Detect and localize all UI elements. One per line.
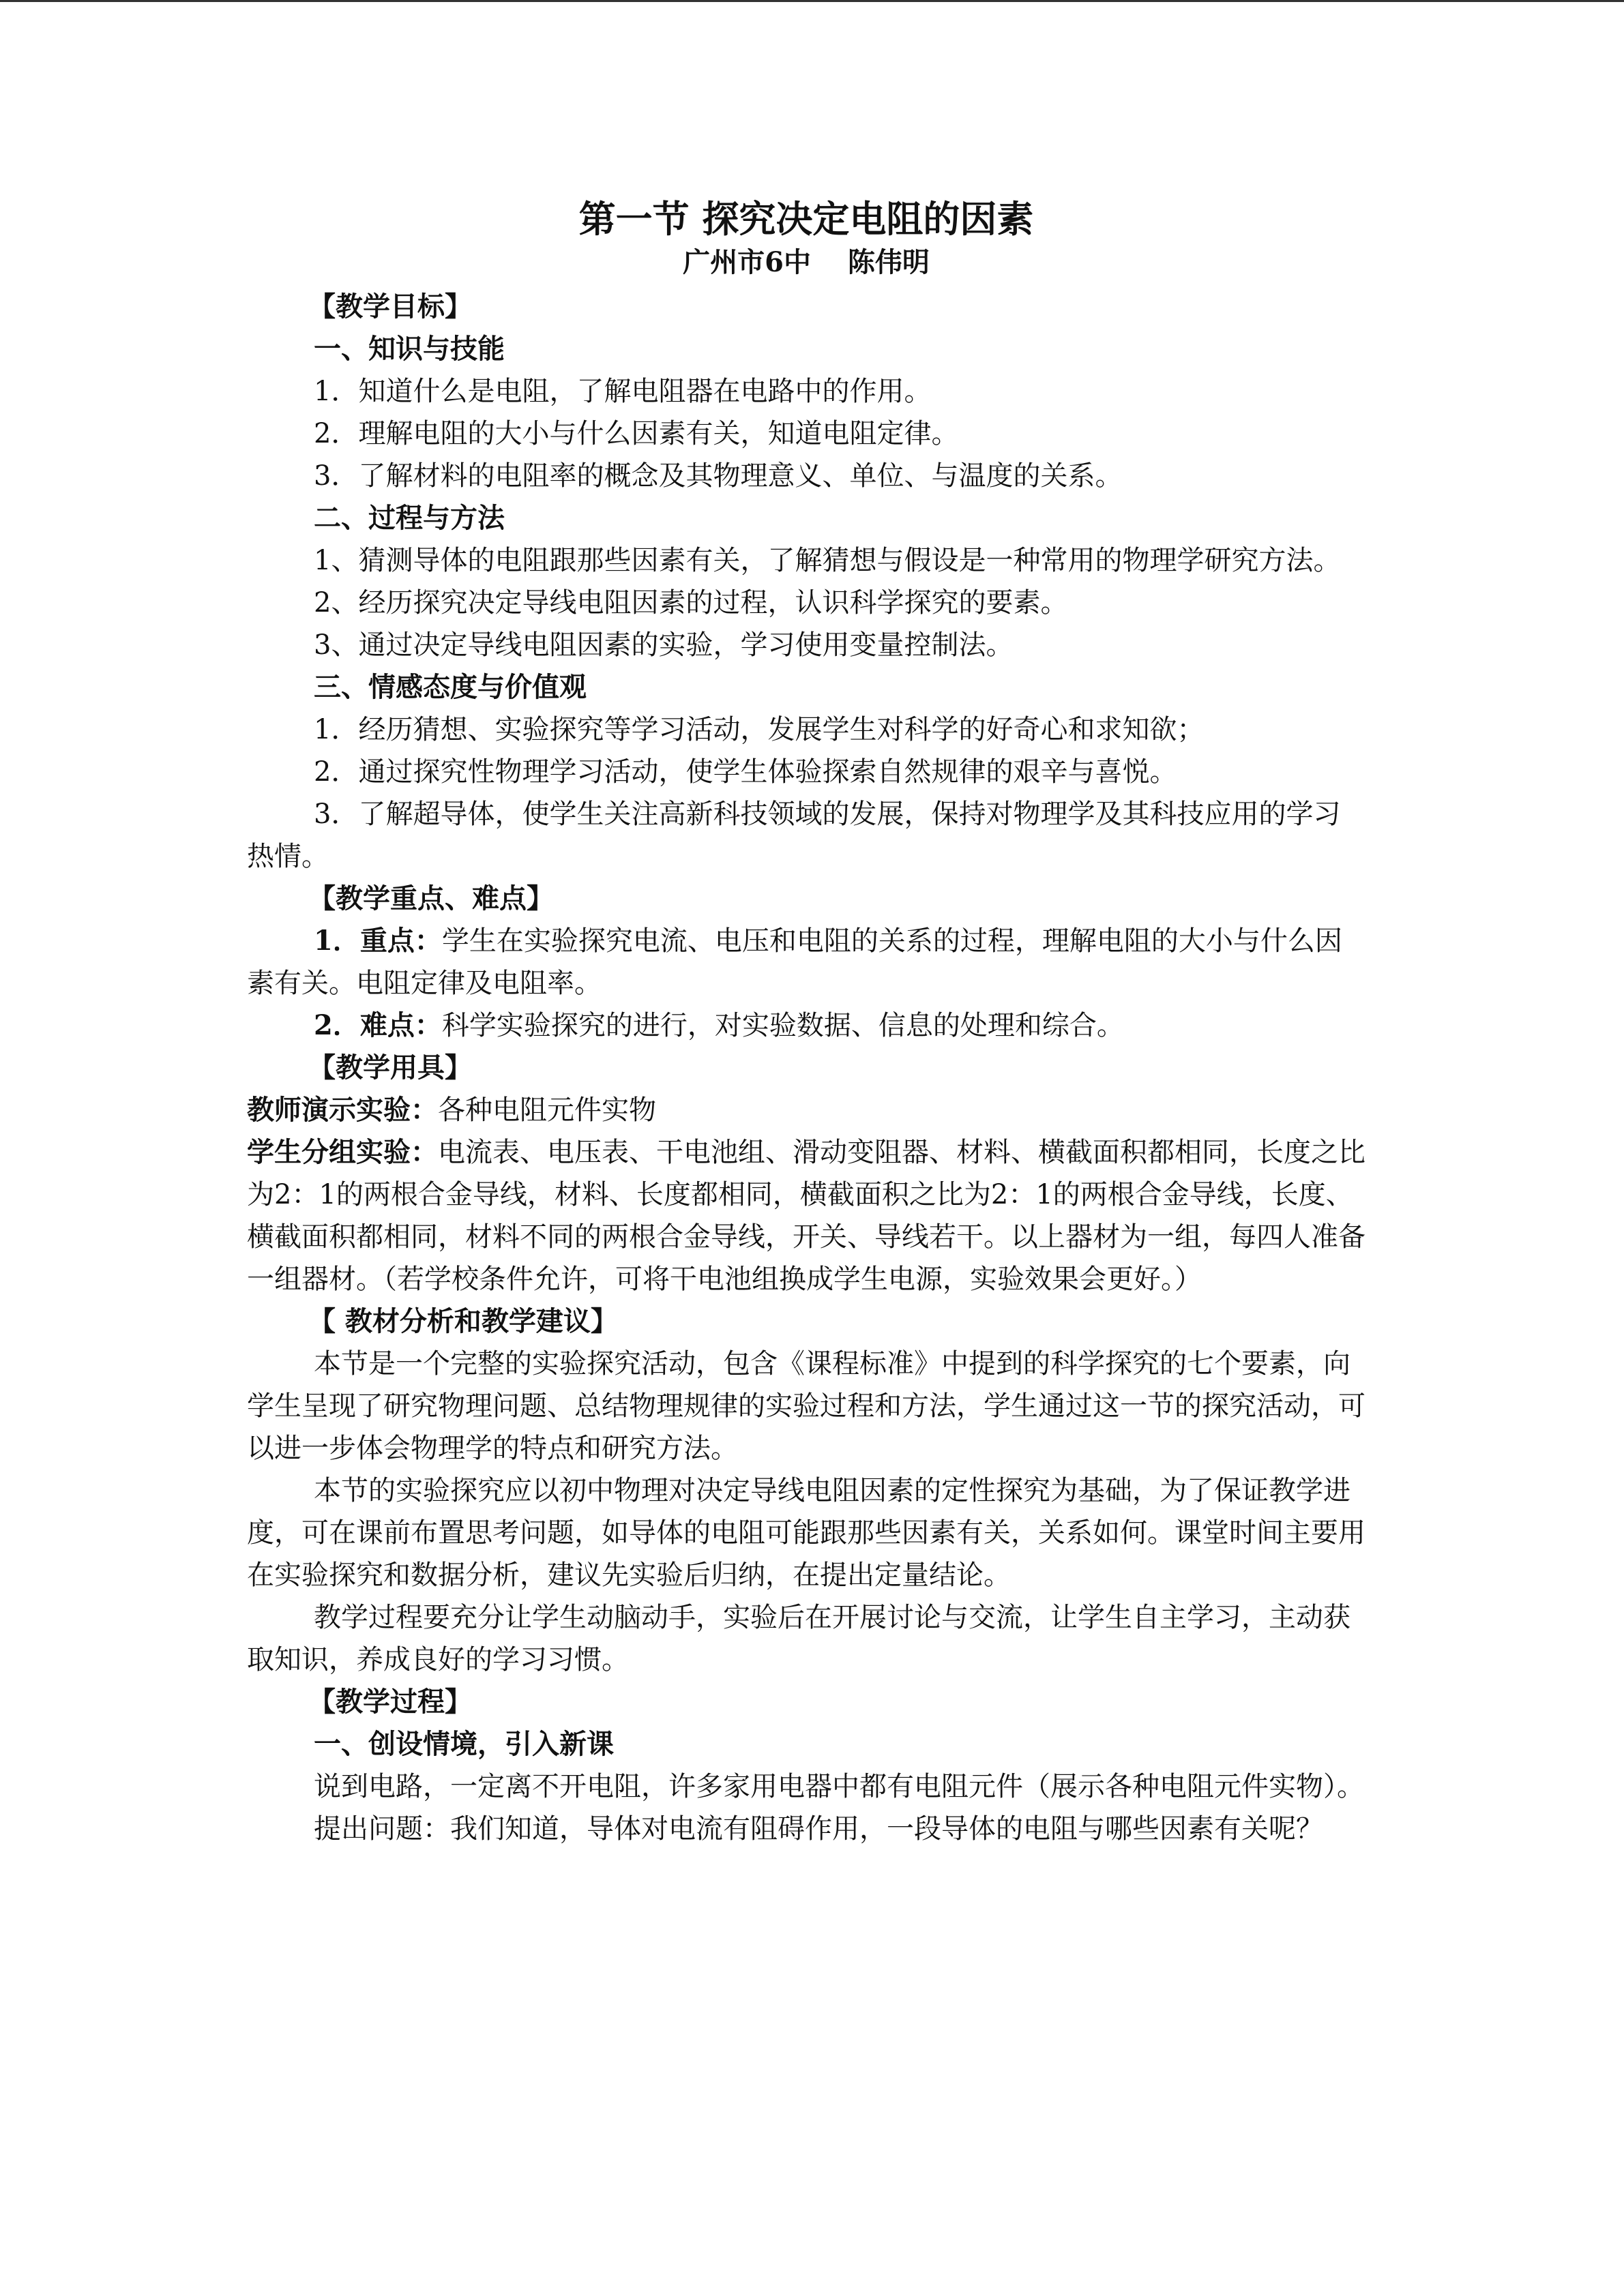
process-item: 2、经历探究决定导线电阻因素的过程，认识科学探究的要素。	[314, 587, 1068, 618]
teacher-demo-paragraph	[247, 1089, 1365, 1131]
student-group-label: 学生分组实验：	[247, 1136, 438, 1168]
knowledge-item: 1．知道什么是电阻，了解电阻器在电路中的作用。	[314, 376, 932, 407]
step1-text: 说到电路，一定离不开电阻，许多家用电器中都有电阻元件（展示各种电阻元件实物）。	[314, 1771, 1364, 1802]
difficulty-paragraph	[247, 1004, 1365, 1047]
attitude-heading: 三、情感态度与价值观	[314, 671, 587, 703]
tools-heading: 【教学用具】	[308, 1052, 472, 1084]
student-group-paragraph	[247, 1131, 1365, 1300]
knowledge-heading: 一、知识与技能	[314, 333, 505, 365]
focus-paragraph	[247, 920, 1365, 1004]
goals-heading: 【教学目标】	[308, 290, 472, 323]
analysis-paragraph: 本节是一个完整的实验探究活动，包含《课程标准》中提到的科学探究的七个要素，向学生呈现了研究物理问题、总结物理规律的实验过程和方法，学生通过这一节的探究活动，可以进一步体会物理学的特点和研究方法。	[247, 1348, 1365, 1464]
step1-heading: 一、创设情境，引入新课	[314, 1728, 614, 1760]
knowledge-item: 2．理解电阻的大小与什么因素有关，知道电阻定律。	[314, 418, 959, 449]
document-page	[247, 194, 1365, 1850]
procedure-heading: 【教学过程】	[308, 1686, 472, 1718]
teacher-demo-text: 各种电阻元件实物	[438, 1094, 656, 1126]
page-title: 第一节 探究决定电阻的因素	[578, 197, 1034, 241]
focus-text: 学生在实验探究电流、电压和电阻的关系的过程，理解电阻的大小与什么因素有关。电阻定律及电阻率。	[247, 925, 1342, 999]
analysis-paragraph: 教学过程要充分让学生动脑动手，实验后在开展讨论与交流，让学生自主学习，主动获取知识，养成良好的学习习惯。	[247, 1602, 1350, 1675]
teacher-demo-label: 教师演示实验：	[247, 1094, 438, 1126]
process-heading: 二、过程与方法	[314, 502, 505, 534]
attitude-item: 3．了解超导体，使学生关注高新科技领域的发展，保持对物理学及其科技应用的学习热情。	[247, 799, 1341, 872]
difficulty-text: 科学实验探究的进行，对实验数据、信息的处理和综合。	[441, 1010, 1124, 1041]
focus-label: 1．重点：	[314, 925, 442, 957]
student-group-text: 电流表、电压表、干电池组、滑动变阻器、材料、横截面积都相同，长度之比为2：1的两根合金导线，材料、长度都相同，横截面积之比为2：1的两根合金导线，长度、横截面积都相同，材料不同的两根合金导线，开关、导线若干。以上器材为一组，每四人准备一组器材。（若学校条件允许，可将干电池组换成学生电源，实验效果会更好。）	[247, 1137, 1365, 1295]
attitude-item: 1．经历猜想、实验探究等学习活动，发展学生对科学的好奇心和求知欲；	[314, 714, 1205, 745]
attitude-item: 2．通过探究性物理学习活动，使学生体验探索自然规律的艰辛与喜悦。	[314, 756, 1177, 788]
question-text: 提出问题：我们知道，导体对电流有阻碍作用，一段导体的电阻与哪些因素有关呢？	[314, 1813, 1323, 1845]
process-item: 3、通过决定导线电阻因素的实验，学习使用变量控制法。	[314, 629, 1014, 661]
knowledge-item: 3．了解材料的电阻率的概念及其物理意义、单位、与温度的关系。	[314, 460, 1123, 492]
difficulty-label: 2．难点：	[314, 1009, 442, 1041]
analysis-heading: 【 教材分析和教学建议】	[308, 1305, 618, 1337]
process-item: 1、猜测导体的电阻跟那些因素有关，了解猜想与假设是一种常用的物理学研究方法。	[314, 545, 1341, 576]
analysis-paragraph: 本节的实验探究应以初中物理对决定导线电阻因素的定性探究为基础，为了保证教学进度，可在课前布置思考问题，如导体的电阻可能跟那些因素有关，关系如何。课堂时间主要用在实验探究和数据分析，建议先实验后归纳，在提出定量结论。	[247, 1475, 1365, 1591]
key-points-heading: 【教学重点、难点】	[308, 882, 554, 914]
top-border-line	[0, 0, 1624, 2]
author-line: 广州市6中 陈伟明	[683, 246, 930, 278]
